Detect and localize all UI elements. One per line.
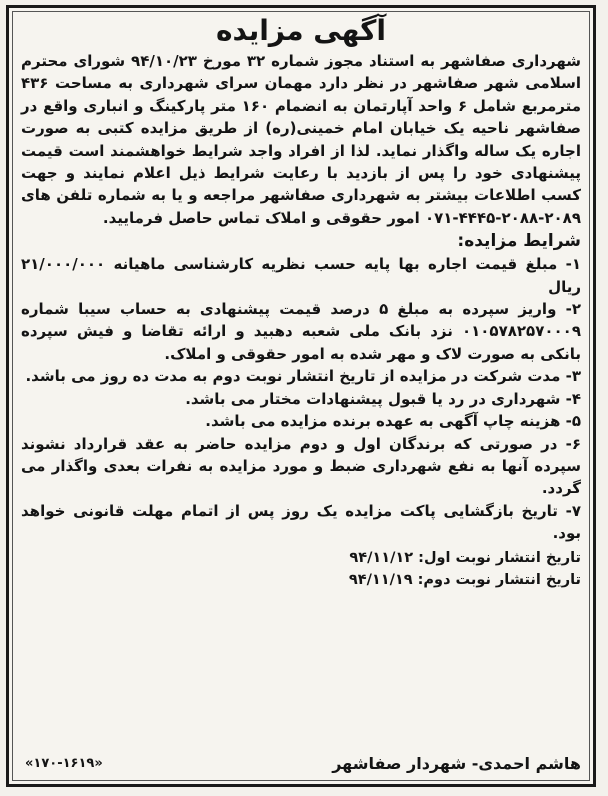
notice-frame	[6, 5, 596, 787]
ad-code: «۱۷۰-۱۶۱۹»	[25, 756, 103, 771]
signer-name: هاشم احمدی- شهردار صفاشهر	[332, 754, 581, 773]
second-publication-date: تاریخ انتشار نوبت دوم: ۹۴/۱۱/۱۹	[348, 571, 581, 588]
condition-item: ۱- مبلغ قیمت اجاره بها پایه حسب نظریه کارشناسی ماهیانه ۲۱/۰۰۰/۰۰۰ ریال	[21, 255, 581, 296]
notice-footer	[21, 748, 581, 778]
publication-dates	[21, 547, 581, 591]
notice-body	[21, 50, 581, 591]
first-publication-date: تاریخ انتشار نوبت اول: ۹۴/۱۱/۱۲	[349, 549, 581, 566]
condition-item: ۵- هزینه چاپ آگهی به عهده برنده مزایده می باشد.	[205, 412, 581, 431]
condition-item: ۲- واریز سپرده به مبلغ ۵ درصد قیمت پیشنهادی به حساب سیبا شماره ۰۱۰۵۷۸۲۵۷۰۰۰۹ نزد بانک ملی شعبه دهبید و ارائه تقاضا و فیش سپرده بانکی به صورت لاک و مهر شده به امور حقوقی و املاک.	[21, 300, 581, 363]
conditions-heading: شرایط مزایده:	[457, 231, 581, 252]
condition-item: ۳- مدت شرکت در مزایده از تاریخ انتشار نوبت دوم به مدت ده روز می باشد.	[25, 367, 581, 386]
notice-intro: شهرداری صفاشهر به استناد مجوز شماره ۳۲ مورخ ۹۴/۱۰/۲۳ شورای محترم اسلامی شهر صفاشهر در نظر دارد مهمان سرای شهرداری به مساحت ۴۳۶ مترمربع شامل ۶ واحد آپارتمان به انضمام ۱۶۰ متر پارکینگ و انباری واقع در صفاشهر ناحیه یک خیابان امام خمینی(ره) از طریق مزایده کتبی به صورت اجاره یک ساله واگذار نماید. لذا از افراد واجد شرایط خواهشمند است قیمت پیشنهادی خود را پس از بازدید با رعایت شرایط ذیل اعلام نمایند و جهت کسب اطلاعات بیشتر به شهرداری صفاشهر مراجعه و یا به شماره تلفن های ۲۰۸۹-۲۰۸۸-۴۴۴۵-۰۷۱ امور حقوقی و املاک تماس حاصل فرمایید.	[21, 52, 582, 227]
condition-item: ۴- شهرداری در رد یا قبول پیشنهادات مختار می باشد.	[185, 389, 581, 408]
notice-title: آگهی مزایده	[215, 14, 386, 47]
condition-item: ۶- در صورتی که برندگان اول و دوم مزایده حاضر به عقد قرارداد نشوند سپرده آنها به نفع شهرداری ضبط و مورد مزایده به نفرات بعدی واگذار می گردد.	[21, 434, 581, 498]
condition-item: ۷- تاریخ بازگشایی پاکت مزایده یک روز پس از اتمام مهلت قانونی خواهد بود.	[21, 501, 581, 543]
